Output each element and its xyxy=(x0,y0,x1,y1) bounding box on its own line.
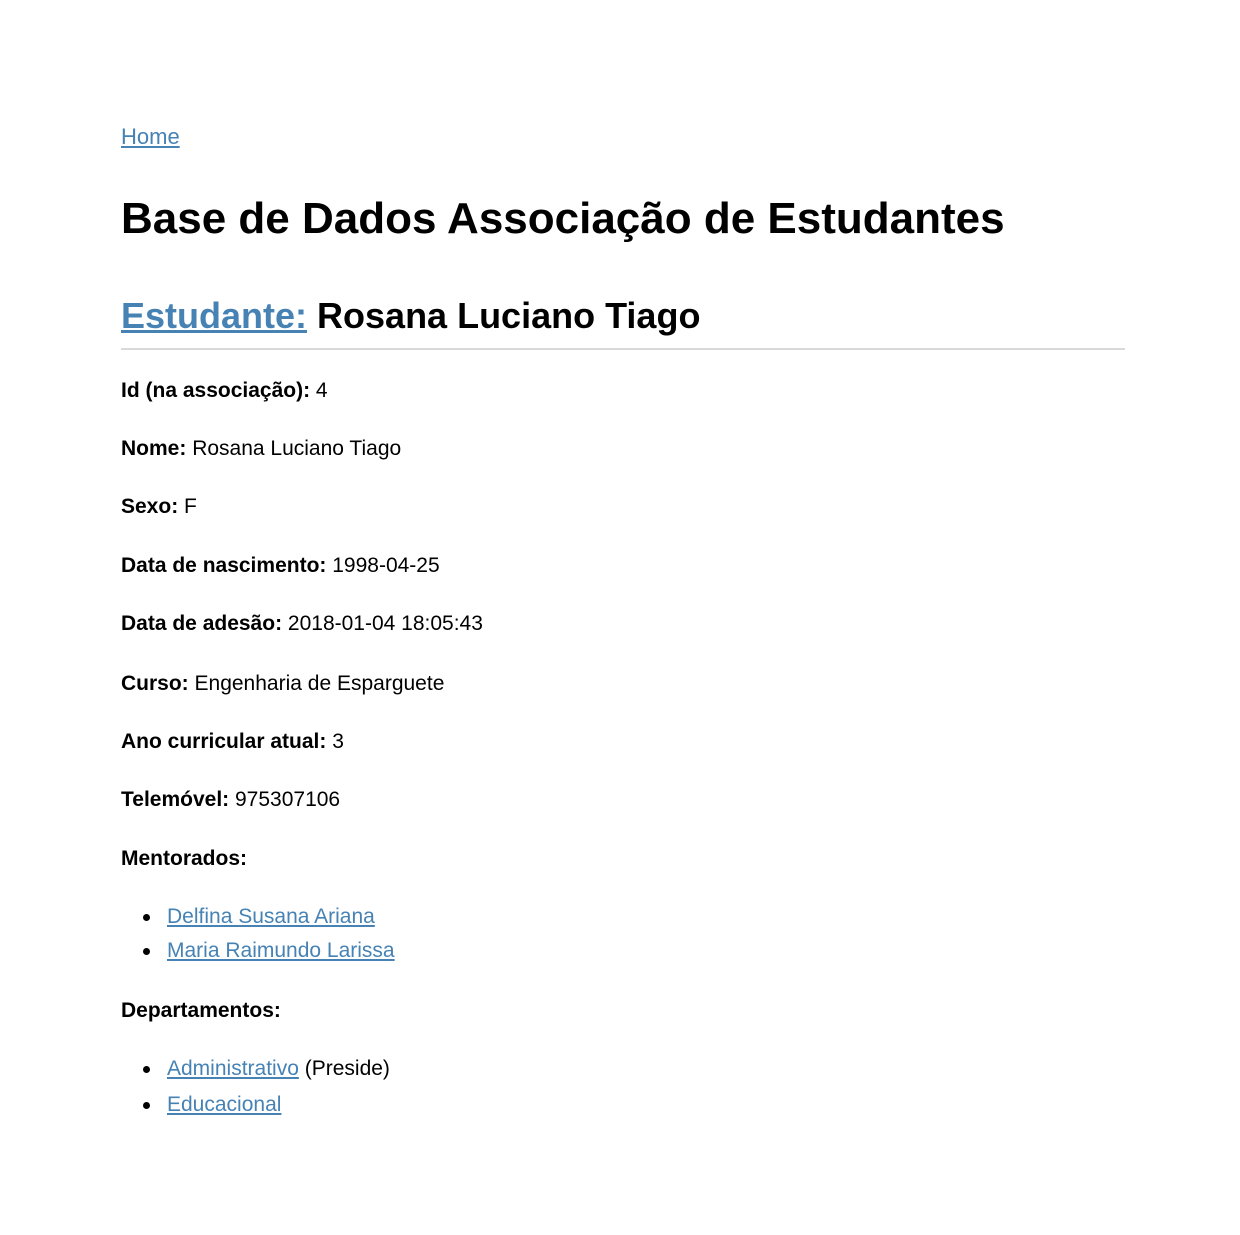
page-title: Base de Dados Associação de Estudantes xyxy=(121,194,1005,243)
bullet-icon xyxy=(143,914,150,921)
field-ano-curricular-label: Ano curricular atual: xyxy=(121,730,327,753)
bullet-icon xyxy=(143,1102,150,1109)
field-data-nascimento xyxy=(121,553,440,579)
field-telemovel-label: Telemóvel: xyxy=(121,788,230,811)
field-ano-curricular xyxy=(121,729,344,755)
bullet-icon xyxy=(143,1066,150,1073)
field-data-adesao xyxy=(121,611,483,637)
mentorados-label: Mentorados: xyxy=(121,847,247,870)
field-data-adesao-label: Data de adesão: xyxy=(121,612,283,635)
list-item xyxy=(121,938,395,972)
bullet-icon xyxy=(143,948,150,955)
field-data-nascimento-label: Data de nascimento: xyxy=(121,554,327,577)
mentorados-list xyxy=(121,904,395,972)
departamento-link[interactable]: Administrativo xyxy=(167,1057,299,1080)
field-curso xyxy=(121,671,444,697)
field-nome-value: Rosana Luciano Tiago xyxy=(192,437,402,460)
departamento-role: (Preside) xyxy=(304,1057,390,1080)
field-sexo xyxy=(121,494,197,520)
mentorados-heading xyxy=(121,846,247,872)
field-curso-label: Curso: xyxy=(121,672,189,695)
field-ano-curricular-value: 3 xyxy=(332,730,344,753)
field-id-value: 4 xyxy=(315,379,328,402)
departamentos-label: Departamentos: xyxy=(121,999,281,1022)
student-list-link[interactable]: Estudante: xyxy=(121,295,308,336)
mentorado-link[interactable]: Delfina Susana Ariana xyxy=(167,905,375,928)
field-id xyxy=(121,378,328,404)
student-heading-name: Rosana Luciano Tiago xyxy=(317,295,701,336)
field-id-label: Id (na associação): xyxy=(121,379,311,402)
field-telemovel-value: 975307106 xyxy=(235,788,341,811)
departamento-link[interactable]: Educacional xyxy=(167,1093,282,1116)
field-data-nascimento-value: 1998-04-25 xyxy=(332,554,440,577)
field-nome xyxy=(121,436,401,462)
field-sexo-label: Sexo: xyxy=(121,495,179,518)
list-item xyxy=(121,904,395,938)
field-sexo-value: F xyxy=(184,495,197,518)
list-item xyxy=(121,1092,390,1128)
field-data-adesao-value: 2018-01-04 18:05:43 xyxy=(287,612,483,635)
mentorado-link[interactable]: Maria Raimundo Larissa xyxy=(167,939,395,962)
heading-divider xyxy=(121,348,1125,350)
list-item xyxy=(121,1056,390,1092)
departamentos-list xyxy=(121,1056,390,1128)
field-telemovel xyxy=(121,787,340,813)
home-link[interactable]: Home xyxy=(121,124,180,149)
field-nome-label: Nome: xyxy=(121,437,187,460)
departamentos-heading xyxy=(121,998,281,1024)
student-heading xyxy=(121,292,1125,340)
field-curso-value: Engenharia de Esparguete xyxy=(194,672,445,695)
